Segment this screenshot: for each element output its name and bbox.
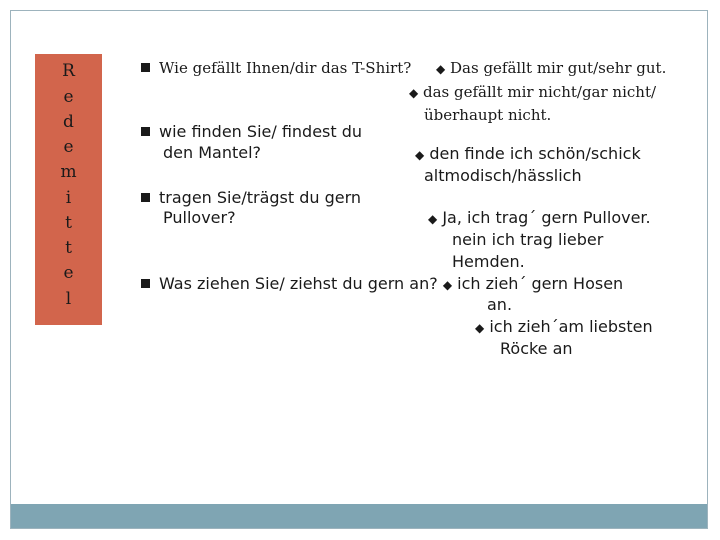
answer-3-line-2: nein ich trag lieber <box>452 230 604 249</box>
bullet-square-icon <box>141 193 150 202</box>
answer-2-line-2: altmodisch/hässlich <box>424 166 582 185</box>
question-4 <box>141 274 623 295</box>
bullet-square-icon <box>141 279 150 288</box>
diamond-bullet-icon: ◆ <box>428 212 438 226</box>
answer-2-line-1 <box>415 144 641 165</box>
question-2 <box>141 122 362 142</box>
question-3-line-2: Pullover? <box>163 208 236 227</box>
diamond-bullet-icon: ◆ <box>475 321 485 335</box>
question-3 <box>141 188 361 208</box>
side-letter: R <box>62 61 75 81</box>
bottom-bar <box>11 504 707 528</box>
bullet-square-icon <box>141 127 150 136</box>
answer-1-line-1-text: Das gefällt mir gut/sehr gut. <box>450 59 667 77</box>
answer-4-line-2: an. <box>487 295 513 314</box>
side-letter: t <box>65 213 72 233</box>
answer-2-line-1-text: den finde ich schön/schick <box>429 144 641 163</box>
diamond-bullet-icon: ◆ <box>409 86 419 100</box>
question-2-line-2: den Mantel? <box>163 143 262 162</box>
diamond-bullet-icon: ◆ <box>442 278 453 292</box>
answer-3-line-3: Hemden. <box>452 252 525 271</box>
answer-1-line-2-text: das gefällt mir nicht/gar nicht/ <box>423 83 657 101</box>
answer-4-line-1-text: ich zieh´ gern Hosen <box>457 274 624 293</box>
question-2-text: wie finden Sie/ findest du <box>159 122 363 141</box>
side-letter: d <box>63 112 74 132</box>
answer-1-line-1 <box>436 58 666 79</box>
answer-1-line-3: überhaupt nicht. <box>424 106 552 124</box>
bullet-square-icon <box>141 63 150 72</box>
side-letter: l <box>65 289 72 309</box>
diamond-bullet-icon: ◆ <box>415 148 425 162</box>
answer-4-line-4: Röcke an <box>500 339 573 358</box>
side-letter: t <box>65 238 72 258</box>
question-3-text: tragen Sie/trägst du gern <box>159 188 362 207</box>
answer-3-line-1-text: Ja, ich trag´ gern Pullover. <box>442 208 651 227</box>
question-1 <box>141 58 411 78</box>
side-letter: e <box>63 263 74 283</box>
side-letter: i <box>65 188 72 208</box>
answer-3-line-1 <box>428 208 651 229</box>
question-1-text: Wie gefällt Ihnen/dir das T-Shirt? <box>159 59 412 77</box>
diamond-bullet-icon: ◆ <box>436 62 446 76</box>
side-label-redemittel <box>35 54 102 325</box>
answer-4-line-3-text: ich zieh´am liebsten <box>489 317 653 336</box>
side-letter: m <box>60 162 77 182</box>
answer-4-line-3 <box>475 317 653 338</box>
answer-1-line-2 <box>409 82 656 103</box>
side-letter: e <box>63 87 74 107</box>
side-letter: e <box>63 137 74 157</box>
question-4-text: Was ziehen Sie/ ziehst du gern an? <box>159 274 438 293</box>
